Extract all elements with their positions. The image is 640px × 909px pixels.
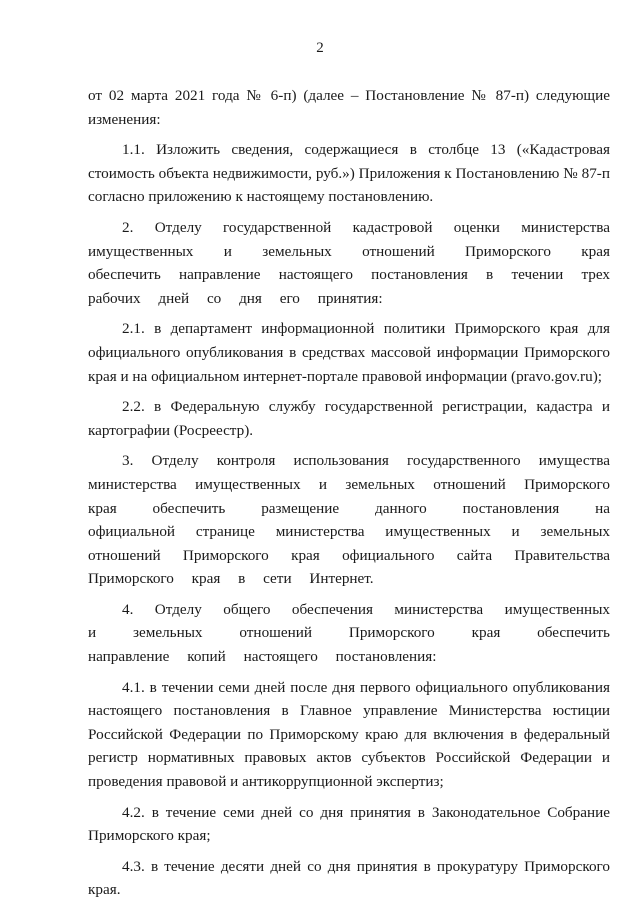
paragraph-4: 4. Отделу общего обеспечения министерства имущественных и земельных отношений Приморского края обеспечить направление копий настоящего постановления: <box>88 600 610 666</box>
page-number: 2 <box>316 40 324 56</box>
paragraph-continuation: от 02 марта 2021 года № 6-п) (далее – Постановление № 87-п) следующие изменения: <box>88 87 610 128</box>
paragraph-2-2: 2.2. в Федеральную службу государственной регистрации, кадастра и картографии (Росреестр). <box>88 398 610 439</box>
paragraph-2-1: 2.1. в департамент информационной политики Приморского края для официального опубликования в средствах массовой информации Приморского края и на официальном интернет-портале правовой информации (pravo.gov.ru); <box>88 320 610 385</box>
paragraph-4-3: 4.3. в течение десяти дней со дня принятия в прокуратуру Приморского края. <box>88 857 610 899</box>
paragraph-4-2: 4.2. в течение семи дней со дня принятия в Законодательное Собрание Приморского края; <box>88 803 610 845</box>
paragraph-2: 2. Отделу государственной кадастровой оценки министерства имущественных и земельных отношений Приморского края обеспечить направление настоящего постановления в течении трех рабочих дней со дня его принятия: <box>88 218 610 307</box>
paragraph-4-1: 4.1. в течении семи дней после дня первого официального опубликования настоящего постановления в Главное управление Министерства юстиции Российской Федерации по Приморскому краю для включения в федеральный регистр нормативных правовых актов субъектов Российской Федерации и проведения правовой и антикоррупционной экспертиз; <box>88 678 610 791</box>
paragraph-1-1: 1.1. Изложить сведения, содержащиеся в столбце 13 («Кадастровая стоимость объекта недвижимости, руб.») Приложения к Постановлению № 87-п согласно приложению к настоящему постановлению. <box>88 141 610 206</box>
paragraph-3: 3. Отделу контроля использования государственного имущества министерства имущественных и земельных отношений Приморского края обеспечить размещение данного постановления на официальной странице министерства имущественных и земельных отношений Приморского края официального сайта Правительства Приморского края в сети Интернет. <box>88 452 610 588</box>
document-body <box>88 84 610 909</box>
